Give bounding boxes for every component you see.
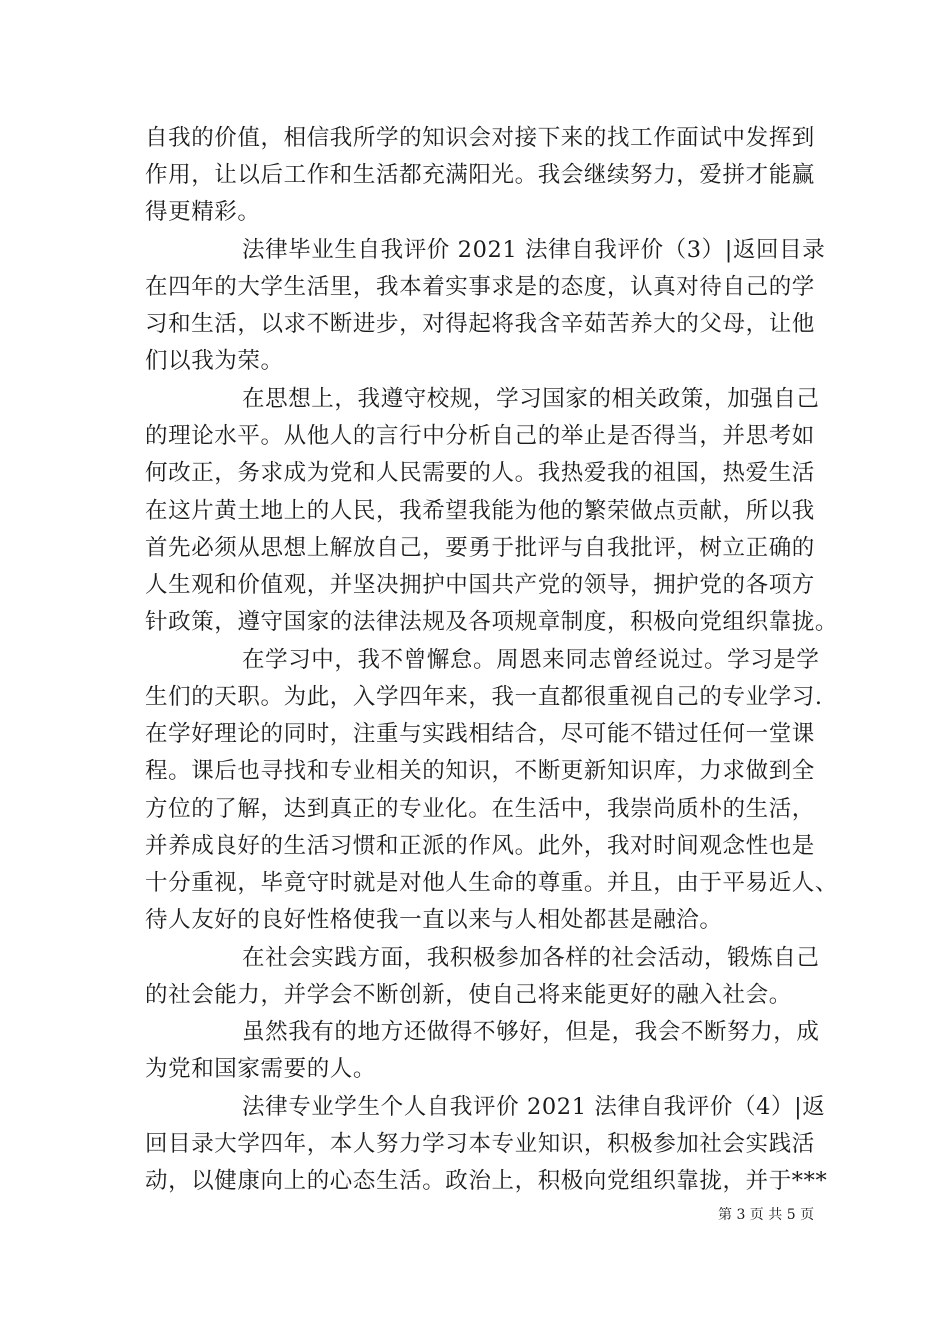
text-line: 回目录大学四年，本人努力学习本专业知识，积极参加社会实践活 bbox=[145, 1131, 815, 1157]
text-line: 何改正，务求成为党和人民需要的人。我热爱我的祖国，热爱生活 bbox=[145, 460, 815, 486]
text-line: 作用，让以后工作和生活都充满阳光。我会继续努力，爱拼才能赢 bbox=[145, 162, 815, 188]
text-line: 在学好理论的同时，注重与实践相结合，尽可能不错过任何一堂课 bbox=[145, 721, 815, 747]
text-line: 在四年的大学生活里，我本着实事求是的态度，认真对待自己的学 bbox=[145, 274, 815, 300]
text-line: 在这片黄土地上的人民，我希望我能为他的繁荣做点贡献，所以我 bbox=[145, 498, 815, 524]
section-heading: 法律毕业生自我评价 2021 法律自我评价（3）|返回目录 bbox=[242, 237, 826, 263]
text-line: 习和生活，以求不断进步，对得起将我含辛茹苦养大的父母，让他 bbox=[145, 311, 815, 337]
text-line: 们以我为荣。 bbox=[145, 348, 284, 374]
text-line: 待人友好的良好性格使我一直以来与人相处都甚是融洽。 bbox=[145, 907, 723, 933]
text-line: 并养成良好的生活习惯和正派的作风。此外，我对时间观念性也是 bbox=[145, 833, 815, 859]
section-heading: 法律专业学生个人自我评价 2021 法律自我评价（4）|返 bbox=[242, 1094, 826, 1120]
paragraph-start: 在学习中，我不曾懈怠。周恩来同志曾经说过。学习是学 bbox=[242, 647, 820, 673]
text-line: 方位的了解，达到真正的专业化。在生活中，我崇尚质朴的生活， bbox=[145, 796, 815, 822]
text-line: 动，以健康向上的心态生活。政治上，积极向党组织靠拢，并于*** bbox=[145, 1168, 828, 1194]
paragraph-start: 在社会实践方面，我积极参加各样的社会活动，锻炼自己 bbox=[242, 945, 820, 971]
paragraph-start: 在思想上，我遵守校规，学习国家的相关政策，加强自己 bbox=[242, 386, 820, 412]
text-line: 首先必须从思想上解放自己，要勇于批评与自我批评，树立正确的 bbox=[145, 535, 815, 561]
text-line: 为党和国家需要的人。 bbox=[145, 1056, 377, 1082]
text-line: 的社会能力，并学会不断创新，使自己将来能更好的融入社会。 bbox=[145, 982, 792, 1008]
text-line: 得更精彩。 bbox=[145, 199, 261, 225]
text-line: 的理论水平。从他人的言行中分析自己的举止是否得当，并思考如 bbox=[145, 423, 815, 449]
text-line: 十分重视，毕竟守时就是对他人生命的尊重。并且，由于平易近人、 bbox=[145, 870, 839, 896]
text-line: 生们的天职。为此，入学四年来，我一直都很重视自己的专业学习. bbox=[145, 684, 823, 710]
page-number: 第 3 页 共 5 页 bbox=[718, 1207, 815, 1223]
text-line: 人生观和价值观，并坚决拥护中国共产党的领导，拥护党的各项方 bbox=[145, 572, 815, 598]
text-line: 程。课后也寻找和专业相关的知识，不断更新知识库，力求做到全 bbox=[145, 758, 815, 784]
text-line: 自我的价值，相信我所学的知识会对接下来的找工作面试中发挥到 bbox=[145, 125, 815, 151]
text-line: 针政策，遵守国家的法律法规及各项规章制度，积极向党组织靠拢。 bbox=[145, 609, 839, 635]
paragraph-start: 虽然我有的地方还做得不够好，但是，我会不断努力，成 bbox=[242, 1019, 820, 1045]
